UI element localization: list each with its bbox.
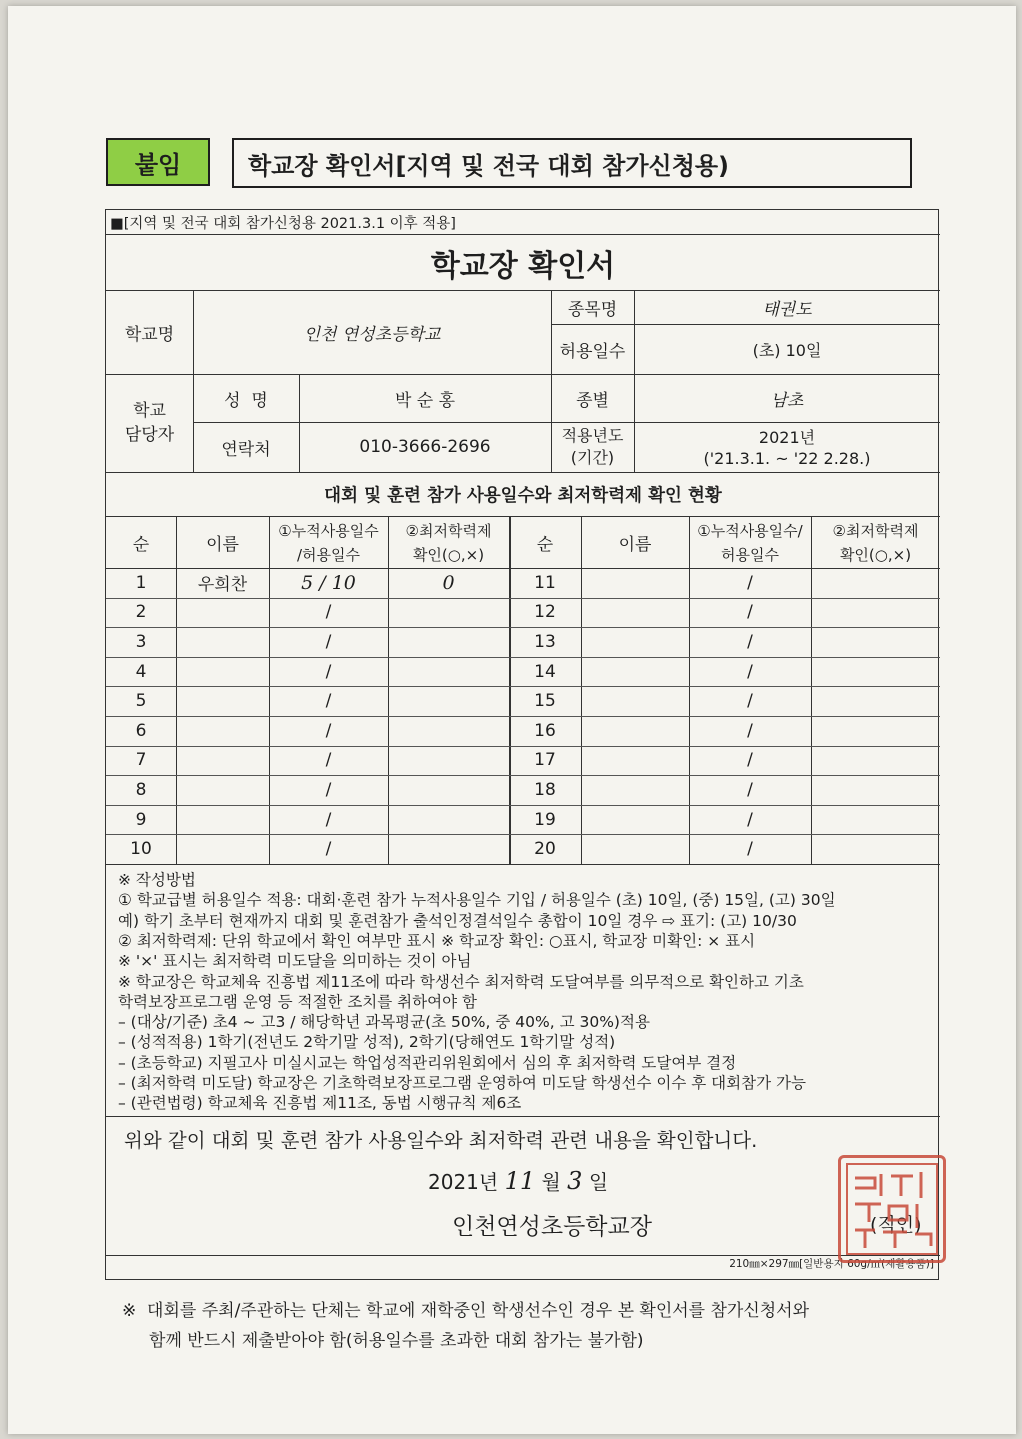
allowed-days-value: (초) 10일 (752, 340, 822, 360)
date-year: 2021년 (428, 1170, 499, 1194)
row-number: 2 (135, 602, 147, 623)
contact-value: 010-3666-2696 (359, 437, 491, 457)
row-name (581, 686, 689, 716)
attachment-tag: 붙임 (106, 138, 210, 186)
instruction-line: ※ 작성방법 (118, 871, 196, 889)
row-number: 20 (534, 839, 556, 860)
paper-spec: 210㎜×297㎜[일반용지 60g/㎡(재활용품)] (729, 1258, 934, 1270)
row-days: / (325, 661, 332, 682)
instruction-line: ※ 학교장은 학교체육 진흥법 제11조에 따라 학생선수 최저학력 도달여부를 의무적으로 확인하고 기초 (118, 972, 804, 991)
row-name (581, 775, 689, 805)
row-days: / (747, 809, 753, 830)
instruction-line: – (최저학력 미도달) 학교장은 기초학력보장프로그램 운영하여 미도달 학생선수 이수 후 대회참가 가능 (118, 1074, 806, 1092)
row-number: 10 (130, 839, 152, 860)
label-event: 종목명 (567, 299, 618, 320)
principal-name: 인천연성초등학교장 (452, 1214, 652, 1240)
instruction-line: – (대상/기준) 초4 ~ 고3 / 해당학년 과목평균(초 50%, 중 40%, 고 30%)적용 (118, 1013, 650, 1032)
row-name (176, 775, 269, 805)
row-number: 9 (135, 809, 147, 830)
apply-year-value: 2021년 (758, 427, 816, 447)
row-number: 12 (534, 602, 556, 623)
instruction-line: 예) 학기 초부터 현재까지 대회 및 훈련참가 출석인정결석일수 총합이 10일 경우 ⇨ 표기: (고) 10/30 (118, 911, 797, 930)
row-min-check (388, 834, 509, 864)
row-name (176, 598, 269, 628)
row-name (581, 834, 689, 864)
row-days: / (325, 750, 332, 771)
status-table (106, 516, 940, 864)
row-min-check (811, 746, 940, 776)
header-days-a-left: ①누적사용일수 (278, 521, 379, 540)
row-number: 3 (135, 631, 147, 652)
row-min-check (811, 716, 940, 746)
date-day: 3 (567, 1167, 583, 1195)
row-min-check (388, 598, 509, 628)
row-min-check (811, 805, 940, 835)
apply-period-value: ('21.3.1. ~ '22 2.28.) (703, 448, 871, 468)
row-days: / (325, 631, 332, 652)
row-min-check (811, 598, 940, 628)
row-days: / (747, 779, 753, 800)
header-min-b-right: 확인(○,×) (839, 545, 912, 564)
row-days: / (747, 572, 753, 593)
event-value: 태권도 (762, 299, 812, 320)
instruction-line: – (성적적용) 1학기(전년도 2학기말 성적), 2학기(당해연도 1학기말 성적) (118, 1033, 616, 1052)
row-min-check (388, 716, 509, 746)
instruction-line: – (관련법령) 학교체육 진흥법 제11조, 동법 시행규칙 제6조 (118, 1094, 522, 1113)
row-number: 1 (135, 572, 147, 593)
row-days: / (747, 631, 753, 652)
label-school-name: 학교명 (124, 324, 175, 345)
seal-icon (841, 1158, 943, 1260)
form-subheader: ■[지역 및 전국 대회 참가신청용 2021.3.1 이후 적용] (110, 216, 456, 232)
row-name (176, 716, 269, 746)
issue-date (428, 1166, 608, 1195)
row-name (581, 746, 689, 776)
label-category: 종별 (576, 390, 609, 411)
row-number: 6 (135, 720, 147, 741)
form-title: 학교장 확인서 (430, 248, 616, 284)
row-name: 우희찬 (197, 575, 248, 596)
label-apply-year: 적용년도 (기간) (561, 426, 624, 467)
header-days-b-left: /허용일수 (296, 545, 360, 564)
row-name (176, 834, 269, 864)
row-name (176, 657, 269, 687)
row-days: / (325, 839, 332, 860)
row-days: / (747, 720, 753, 741)
row-number: 18 (534, 779, 556, 800)
manager-name-value: 박 순 홍 (394, 390, 456, 411)
row-days: / (325, 691, 332, 712)
row-min-check (811, 568, 940, 598)
instruction-line: 학력보장프로그램 운영 등 적절한 조치를 취하여야 함 (118, 992, 477, 1011)
row-min-check (811, 686, 940, 716)
school-name-value: 인천 연성초등학교 (303, 324, 441, 345)
row-name (176, 805, 269, 835)
header-name-left: 이름 (206, 534, 239, 555)
row-min-check (811, 834, 940, 864)
row-name (176, 627, 269, 657)
header-no-left: 순 (132, 534, 150, 555)
confirmation-form (105, 209, 939, 1280)
row-number: 8 (135, 779, 147, 800)
instruction-line: ② 최저학력제: 단위 학교에서 확인 여부만 표시 ※ 학교장 확인: ○표시, 학교장 미확인: × 표시 (118, 931, 756, 950)
row-min-check (388, 805, 509, 835)
label-school-manager: 학교 담당자 (124, 401, 175, 445)
row-min-check (811, 775, 940, 805)
document-heading: 학교장 확인서[지역 및 전국 대회 참가신청용) (232, 138, 912, 188)
date-month: 11 (504, 1167, 536, 1195)
header-days-a-right: ①누적사용일수/ (697, 521, 803, 540)
row-name (581, 568, 689, 598)
row-name (581, 657, 689, 687)
row-min-check (388, 775, 509, 805)
official-seal-stamp (838, 1155, 946, 1263)
header-no-right: 순 (536, 534, 554, 555)
row-min-check (388, 746, 509, 776)
row-days: / (747, 750, 753, 771)
row-days: / (325, 720, 332, 741)
row-days: / (747, 839, 753, 860)
row-min-check (811, 657, 940, 687)
row-number: 14 (534, 661, 556, 682)
row-days: / (747, 602, 753, 623)
row-number: 11 (534, 572, 556, 593)
row-days: / (747, 661, 753, 682)
row-days: / (325, 809, 332, 830)
status-title: 대회 및 훈련 참가 사용일수와 최저학력제 확인 현황 (324, 485, 722, 506)
row-number: 16 (534, 720, 556, 741)
row-number: 15 (534, 691, 556, 712)
row-name (581, 716, 689, 746)
header-days-b-right: 허용일수 (721, 545, 779, 564)
label-name: 성 명 (224, 390, 268, 411)
instruction-line: ① 학교급별 허용일수 적용: 대회·훈련 참가 누적사용일수 기입 / 허용일수 (초) 10일, (중) 15일, (고) 30일 (118, 891, 836, 910)
header-min-a-left: ②최저학력제 (405, 521, 492, 540)
row-days: / (325, 602, 332, 623)
row-days: / (325, 779, 332, 800)
row-name (581, 598, 689, 628)
date-month-label: 월 (541, 1170, 561, 1194)
label-allowed-days: 허용일수 (559, 341, 626, 362)
row-min-check: 0 (442, 571, 455, 594)
row-min-check (388, 657, 509, 687)
row-min-check (388, 686, 509, 716)
row-number: 19 (534, 809, 556, 830)
header-min-a-right: ②최저학력제 (832, 521, 919, 540)
row-number: 13 (534, 631, 556, 652)
row-days: / (747, 691, 753, 712)
seal-label: (직인) (870, 1214, 922, 1236)
row-number: 17 (534, 750, 556, 771)
label-contact: 연락처 (221, 439, 271, 460)
date-day-label: 일 (588, 1170, 609, 1194)
header-min-b-left: 확인(○,×) (412, 545, 485, 564)
row-days: 5 / 10 (301, 571, 356, 594)
instruction-line: – (초등학교) 지필고사 미실시교는 학업성적관리위원회에서 심의 후 최저학력 도달여부 결정 (118, 1053, 737, 1072)
row-name (176, 746, 269, 776)
row-number: 7 (135, 750, 147, 771)
instruction-line: ※ '×' 표시는 최저학력 미도달을 의미하는 것이 아님 (118, 952, 472, 971)
confirm-statement: 위와 같이 대회 및 훈련 참가 사용일수와 최저학력 관련 내용을 확인합니다. (124, 1129, 758, 1152)
header-name-right: 이름 (618, 534, 652, 555)
row-name (176, 686, 269, 716)
category-value: 남초 (770, 390, 804, 411)
row-min-check (388, 627, 509, 657)
row-number: 5 (135, 691, 147, 712)
row-number: 4 (135, 661, 147, 682)
row-name (581, 627, 689, 657)
row-min-check (811, 627, 940, 657)
apply-year-cell (634, 422, 940, 472)
footer-note: ※ 대회를 주최/주관하는 단체는 학교에 재학중인 학생선수인 경우 본 확인서를 참가신청서와 함께 반드시 제출받아야 함(허용일수를 초과한 대회 참가는 불가함) (122, 1301, 810, 1351)
row-name (581, 805, 689, 835)
